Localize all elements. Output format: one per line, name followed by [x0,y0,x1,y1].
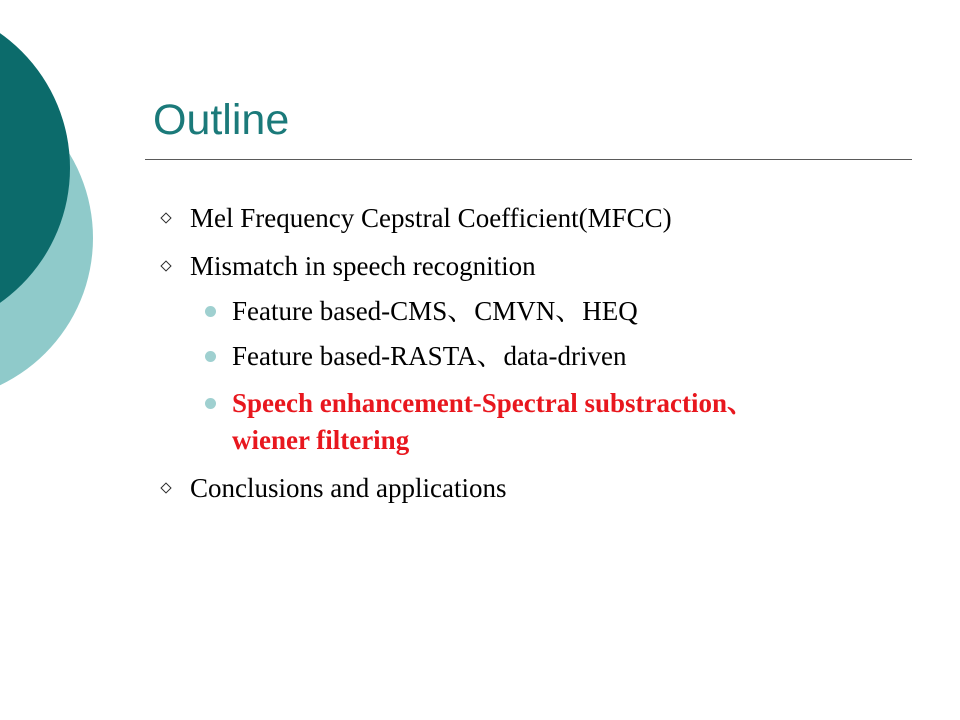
outline-subitem-speech-enhancement-line1: Speech enhancement-Spectral substraction、 [232,388,754,418]
outline-subitem-cms: Feature based-CMS、CMVN、HEQ [232,296,638,326]
outline-item-conclusions: Conclusions and applications [190,473,507,503]
circle-bullet-icon [205,306,216,317]
outline-subitem-speech-enhancement-line2: wiener filtering [232,425,410,455]
outline-item-mismatch: Mismatch in speech recognition [190,251,536,281]
circle-bullet-icon [205,398,216,409]
outline-subitem-rasta: Feature based-RASTA、data-driven [232,341,627,371]
outline-item-mfcc: Mel Frequency Cepstral Coefficient(MFCC) [190,203,672,233]
title-divider [145,159,912,160]
circle-bullet-icon [205,351,216,362]
slide-title: Outline [153,96,290,144]
